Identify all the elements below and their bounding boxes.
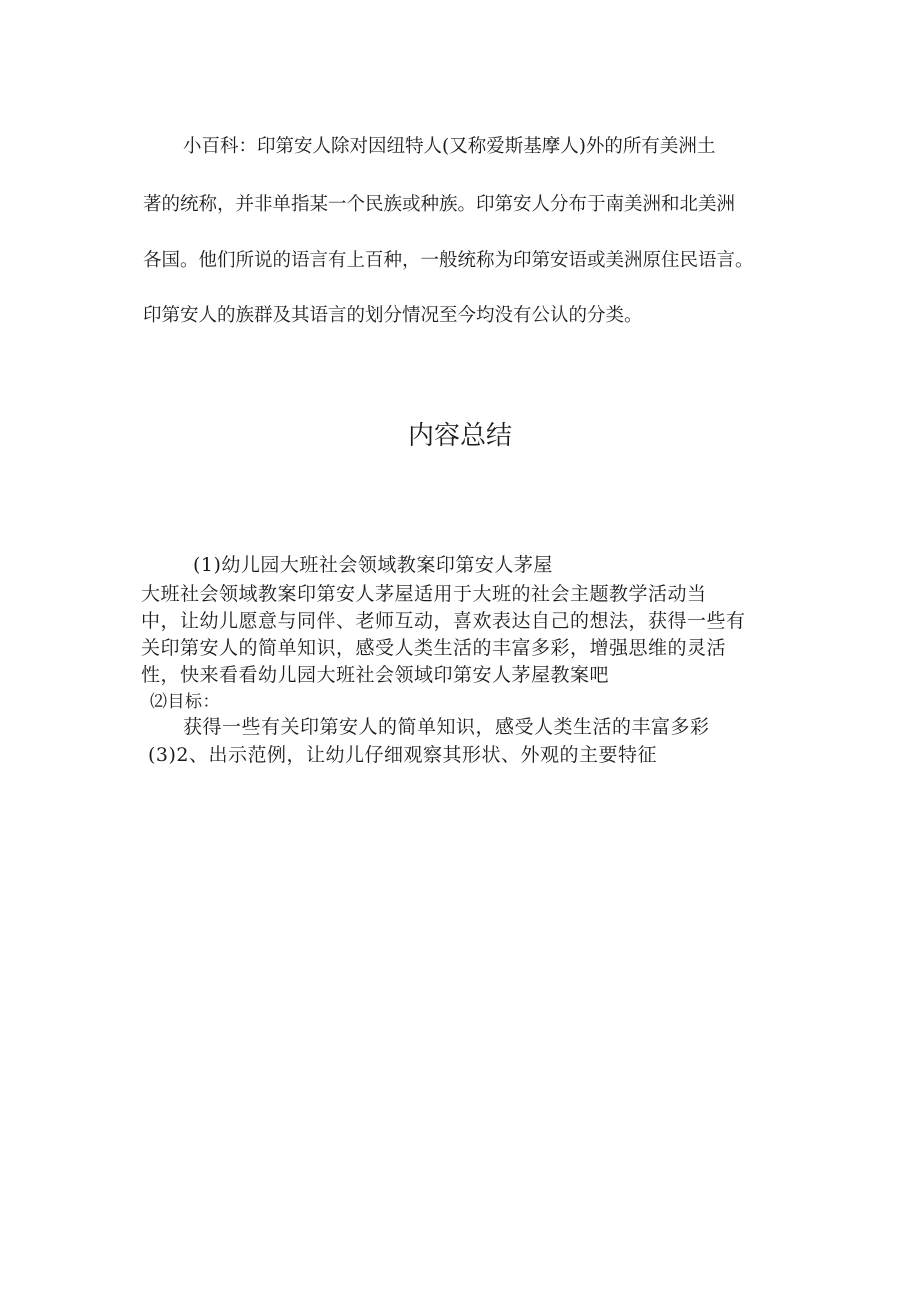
item-1-line: 中，让幼儿愿意与同伴、老师互动，喜欢表达自己的想法，获得一些有 [141,610,746,632]
intro-line: 印第安人的族群及其语言的划分情况至今均没有公认的分类。 [143,305,643,326]
item-1-title: (1)幼儿园大班社会领域教案印第安人茅屋 [193,554,553,576]
intro-line: 著的统称，并非单指某一个民族或种族。印第安人分布于南美洲和北美洲 [143,194,736,215]
item-1-line: 大班社会领域教案印第安人茅屋适用于大班的社会主题教学活动当 [141,583,707,605]
item-2-title: ⑵目标： [150,692,220,712]
intro-line: 小百科：印第安人除对因纽特人(又称爱斯基摩人)外的所有美洲土 [183,136,716,157]
item-2-line: 获得一些有关印第安人的简单知识，感受人类生活的丰富多彩 [183,716,710,738]
intro-line: 各国。他们所说的语言有上百种，一般统称为印第安语或美洲原住民语言。 [143,250,754,271]
item-1-line: 关印第安人的简单知识，感受人类生活的丰富多彩，增强思维的灵活 [141,637,727,659]
section-heading: 内容总结 [407,421,512,451]
item-3-line: (3)2、出示范例，让幼儿仔细观察其形状、外观的主要特征 [148,744,658,766]
item-1-line: 性，快来看看幼儿园大班社会领域印第安人茅屋教案吧 [141,664,610,686]
